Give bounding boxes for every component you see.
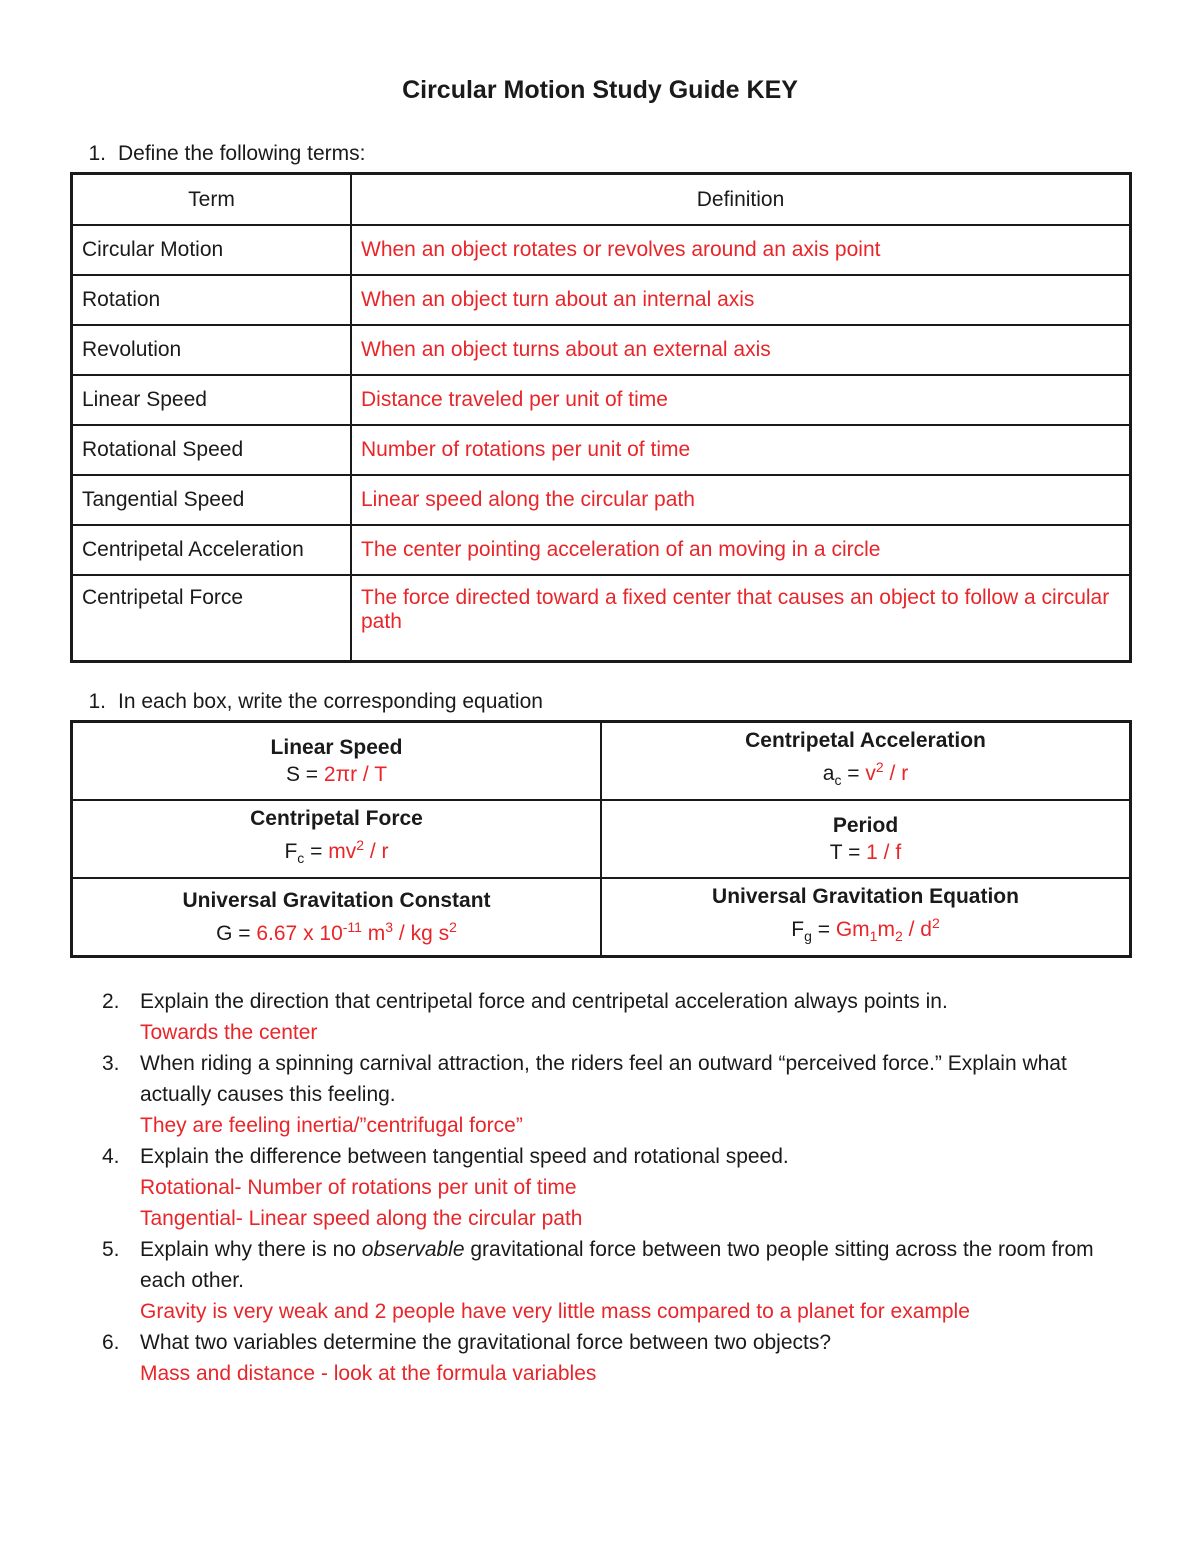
definition-cell: Number of rotations per unit of time [351,425,1131,475]
table-row [72,425,1131,475]
section-1-heading [76,142,365,166]
section-1-heading-text: Define the following terms: [118,142,366,165]
table-row [72,475,1131,525]
equation-title: Centripetal Force [250,807,423,831]
equations-row [72,722,1131,801]
equation-rhs: m [877,918,895,942]
definition-cell: When an object turns about an external axis [351,325,1131,375]
equation-box-gravitation-equation [601,878,1131,957]
equation-subscript: 1 [869,928,878,945]
question-number: 3. [102,1052,120,1075]
equation-superscript: 2 [356,837,365,854]
page-title: Circular Motion Study Guide KEY [402,76,798,104]
equation-rhs-tail: / r [364,840,389,864]
term-cell: Revolution [72,325,352,375]
equation-box-linear-speed [72,722,602,801]
term-cell: Rotational Speed [72,425,352,475]
equation-equals: = [811,918,836,942]
equation-rhs: v [865,762,876,786]
table-row [72,325,1131,375]
terms-table [70,172,1132,663]
answer-text: Tangential- Linear speed along the circular path [140,1207,583,1230]
question-4 [102,1141,1142,1234]
equation-superscript: 3 [385,919,394,935]
equation-exponent: -11 [342,919,362,935]
equation-lhs: G = [216,922,257,945]
term-cell: Rotation [72,275,352,325]
answer-text: Rotational- Number of rotations per unit of time [140,1176,577,1199]
definition-cell: When an object turn about an internal axis [351,275,1131,325]
question-number: 4. [102,1145,120,1168]
equation-unit: m [361,922,386,945]
term-cell: Centripetal Force [72,575,352,662]
question-text: Explain the direction that centripetal force and centripetal acceleration always points in. [140,990,948,1013]
term-cell: Linear Speed [72,375,352,425]
equation-title: Universal Gravitation Constant [182,889,491,912]
terms-table-header [72,174,1131,226]
equation-rhs: Gm [835,918,870,942]
equation-lhs: T = [829,841,867,864]
equations-row [72,878,1131,957]
question-number: 2. [102,990,120,1013]
equation-title: Centripetal Acceleration [745,729,986,753]
question-3 [102,1048,1142,1141]
question-text: Explain the difference between tangential speed and rotational speed. [140,1145,789,1168]
equation-line [603,754,1128,794]
header-definition: Definition [351,174,1131,226]
table-row [72,275,1131,325]
equation-subscript: 2 [894,928,903,945]
definition-cell: Linear speed along the circular path [351,475,1131,525]
equation-rhs: 1 / f [866,841,902,864]
table-row [72,225,1131,275]
equation-rhs: 2πr / T [323,763,388,786]
equation-rhs-tail: / r [883,762,909,786]
header-term: Term [72,174,352,226]
table-row [72,525,1131,575]
answer-text: They are feeling inertia/”centrifugal force” [140,1114,523,1137]
question-text: When riding a spinning carnival attraction, the riders feel an outward “perceived force.” Explain what actually causes this feeling. [140,1052,1067,1106]
equation-line [74,914,599,947]
answer-text: Gravity is very weak and 2 people have very little mass compared to a planet for example [140,1300,970,1323]
definition-cell: When an object rotates or revolves around an axis point [351,225,1131,275]
equation-subscript: c [834,772,842,789]
equation-box-period [601,800,1131,878]
section-2-number: 1. [88,690,106,713]
answer-text: Mass and distance - look at the formula variables [140,1362,597,1385]
equation-unit: / kg s [393,922,450,945]
question-text-part: Explain why there is no [140,1238,362,1261]
section-2-heading [76,690,543,714]
equation-title: Period [832,814,899,837]
equation-subscript: g [804,928,812,945]
question-6 [102,1327,1142,1389]
equation-line [603,839,1128,866]
question-text-part: gravitational force between two people sitting across the room from each other. [140,1238,1100,1292]
question-text [140,1234,1142,1296]
table-row [72,575,1131,662]
question-number: 6. [102,1331,120,1354]
section-1-number: 1. [88,142,106,165]
question-text-emphasis: observable [361,1238,465,1261]
equation-value: 6.67 x 10 [256,922,343,945]
equation-line [603,910,1128,950]
table-row [72,375,1131,425]
term-cell: Circular Motion [72,225,352,275]
question-2 [102,986,1142,1048]
equation-title: Universal Gravitation Equation [712,885,1019,909]
equation-lhs: a [822,762,835,786]
equation-rhs: mv [328,840,357,864]
answer-text: Towards the center [140,1021,318,1044]
equation-line [74,761,599,788]
equation-superscript: 2 [931,915,940,932]
question-5 [102,1234,1142,1327]
equation-box-centripetal-acceleration [601,722,1131,801]
definition-cell: The force directed toward a fixed center that causes an object to follow a circular path [351,575,1131,662]
equations-row [72,800,1131,878]
term-cell: Tangential Speed [72,475,352,525]
equation-title: Linear Speed [270,736,403,759]
definition-cell: Distance traveled per unit of time [351,375,1131,425]
equation-equals: = [841,762,866,786]
term-cell: Centripetal Acceleration [72,525,352,575]
equation-lhs: S = [285,763,324,786]
question-number: 5. [102,1238,120,1261]
questions-list [102,986,1142,1389]
equation-lhs: F [284,840,298,864]
equation-rhs: / d [902,918,932,942]
equation-superscript: 2 [449,919,457,935]
equation-subscript: c [297,850,305,867]
section-2-heading-text: In each box, write the corresponding equation [118,690,543,713]
equation-lhs: F [791,918,805,942]
equation-box-gravitation-constant [72,878,602,957]
equation-superscript: 2 [875,759,884,776]
equation-equals: = [304,840,329,864]
question-text: What two variables determine the gravitational force between two objects? [140,1331,832,1354]
equations-table [70,720,1132,958]
definition-cell: The center pointing acceleration of an moving in a circle [351,525,1131,575]
equation-box-centripetal-force [72,800,602,878]
equation-line [74,832,599,872]
